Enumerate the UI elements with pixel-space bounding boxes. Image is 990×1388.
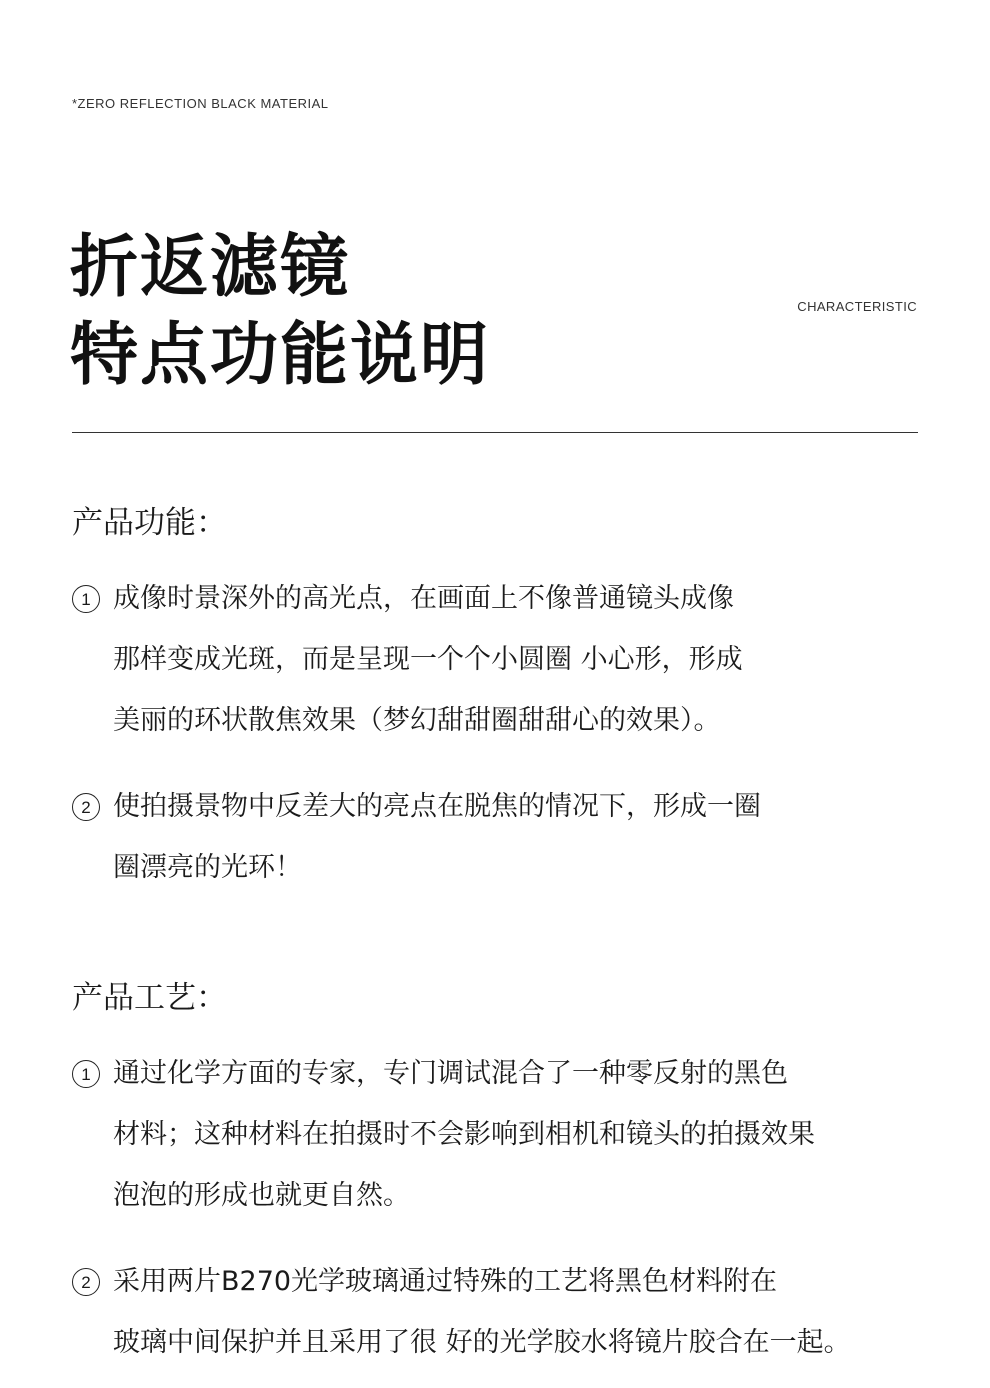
function-item-1 xyxy=(72,582,932,751)
divider xyxy=(72,432,918,433)
item-line: 采用两片B270光学玻璃通过特殊的工艺将黑色材料附在 xyxy=(113,1266,778,1297)
item-line: 材料；这种材料在拍摄时不会影响到相机和镜头的拍摄效果 xyxy=(113,1119,815,1150)
item-line: 使拍摄景物中反差大的亮点在脱焦的情况下，形成一圈 xyxy=(113,791,761,822)
circled-number-marker: 2 xyxy=(72,1268,100,1296)
craft-item-2 xyxy=(72,1265,932,1373)
item-line: 那样变成光斑，而是呈现一个个小圆圈 小心形，形成 xyxy=(113,644,743,675)
item-line: 玻璃中间保护并且采用了很 好的光学胶水将镜片胶合在一起。 xyxy=(113,1327,851,1358)
page-title-line-2: 特点功能说明 xyxy=(70,316,491,395)
section-heading-function: 产品功能： xyxy=(72,505,227,541)
characteristic-label: CHARACTERISTIC xyxy=(797,299,917,314)
tagline: *ZERO REFLECTION BLACK MATERIAL xyxy=(72,96,329,111)
section-heading-craft: 产品工艺： xyxy=(72,980,227,1016)
item-line: 泡泡的形成也就更自然。 xyxy=(113,1180,410,1211)
craft-item-1 xyxy=(72,1057,932,1226)
item-line: 成像时景深外的高光点，在画面上不像普通镜头成像 xyxy=(113,583,734,614)
function-item-2 xyxy=(72,790,932,898)
page-title xyxy=(70,224,490,400)
page-title-line-1: 折返滤镜 xyxy=(70,228,351,307)
item-line: 通过化学方面的专家，专门调试混合了一种零反射的黑色 xyxy=(113,1058,788,1089)
item-line: 圈漂亮的光环！ xyxy=(113,852,302,883)
circled-number-marker: 1 xyxy=(72,1060,100,1088)
item-line: 美丽的环状散焦效果（梦幻甜甜圈甜甜心的效果）。 xyxy=(113,705,721,736)
circled-number-marker: 1 xyxy=(72,585,100,613)
circled-number-marker: 2 xyxy=(72,793,100,821)
